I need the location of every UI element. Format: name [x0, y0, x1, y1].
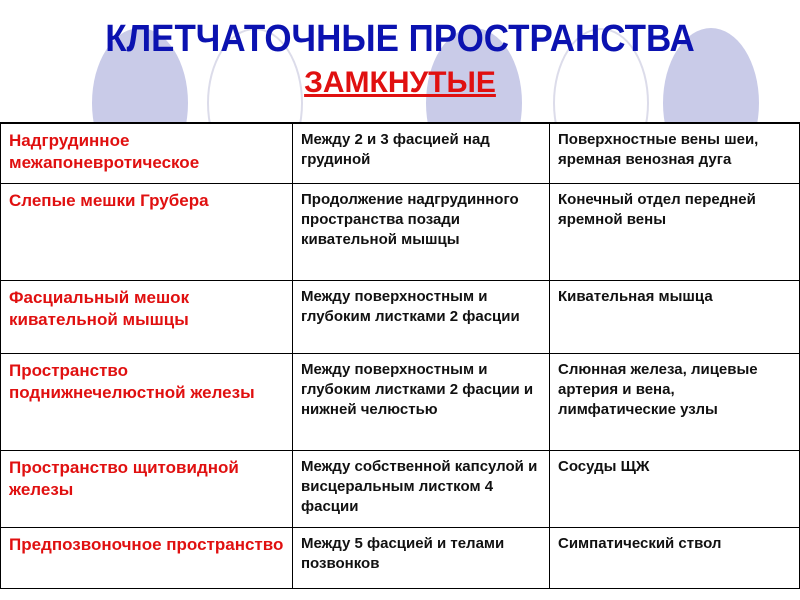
- space-name: Пространство щитовидной железы: [1, 451, 293, 528]
- space-contents: Симпатический ствол: [550, 528, 800, 589]
- space-contents: Кивательная мышца: [550, 281, 800, 354]
- subtitle-text: ЗАМКНУТЫЕ: [304, 66, 496, 99]
- space-contents: Слюнная железа, лицевые артерия и вена, лимфатические узлы: [550, 354, 800, 451]
- space-name: Предпозвоночное пространство: [1, 528, 293, 589]
- space-location: Между поверхностным и глубоким листками 2 фасции и нижней челюстью: [293, 354, 550, 451]
- space-location: Продолжение надгрудинного пространства позади кивательной мышцы: [293, 184, 550, 281]
- table-row: [1, 528, 800, 589]
- space-name: Надгрудинное межапоневротическое: [1, 123, 293, 184]
- space-name: Пространство поднижнечелюстной железы: [1, 354, 293, 451]
- space-contents: Сосуды ЩЖ: [550, 451, 800, 528]
- space-location: Между поверхностным и глубоким листками 2 фасции: [293, 281, 550, 354]
- space-location: Между 5 фасцией и телами позвонков: [293, 528, 550, 589]
- table-row: [1, 281, 800, 354]
- spaces-table: [0, 122, 800, 589]
- table-row: [1, 354, 800, 451]
- space-location: Между 2 и 3 фасцией над грудиной: [293, 123, 550, 184]
- table-row: [1, 451, 800, 528]
- slide-subtitle: [0, 66, 800, 100]
- table-row: [1, 184, 800, 281]
- space-contents: Поверхностные вены шеи, яремная венозная дуга: [550, 123, 800, 184]
- space-location: Между собственной капсулой и висцеральным листком 4 фасции: [293, 451, 550, 528]
- space-name: Фасциальный мешок кивательной мышцы: [1, 281, 293, 354]
- space-contents: Конечный отдел передней яремной вены: [550, 184, 800, 281]
- slide-title: КЛЕТЧАТОЧНЫЕ ПРОСТРАНСТВА: [105, 18, 695, 60]
- table-row: [1, 123, 800, 184]
- space-name: Слепые мешки Грубера: [1, 184, 293, 281]
